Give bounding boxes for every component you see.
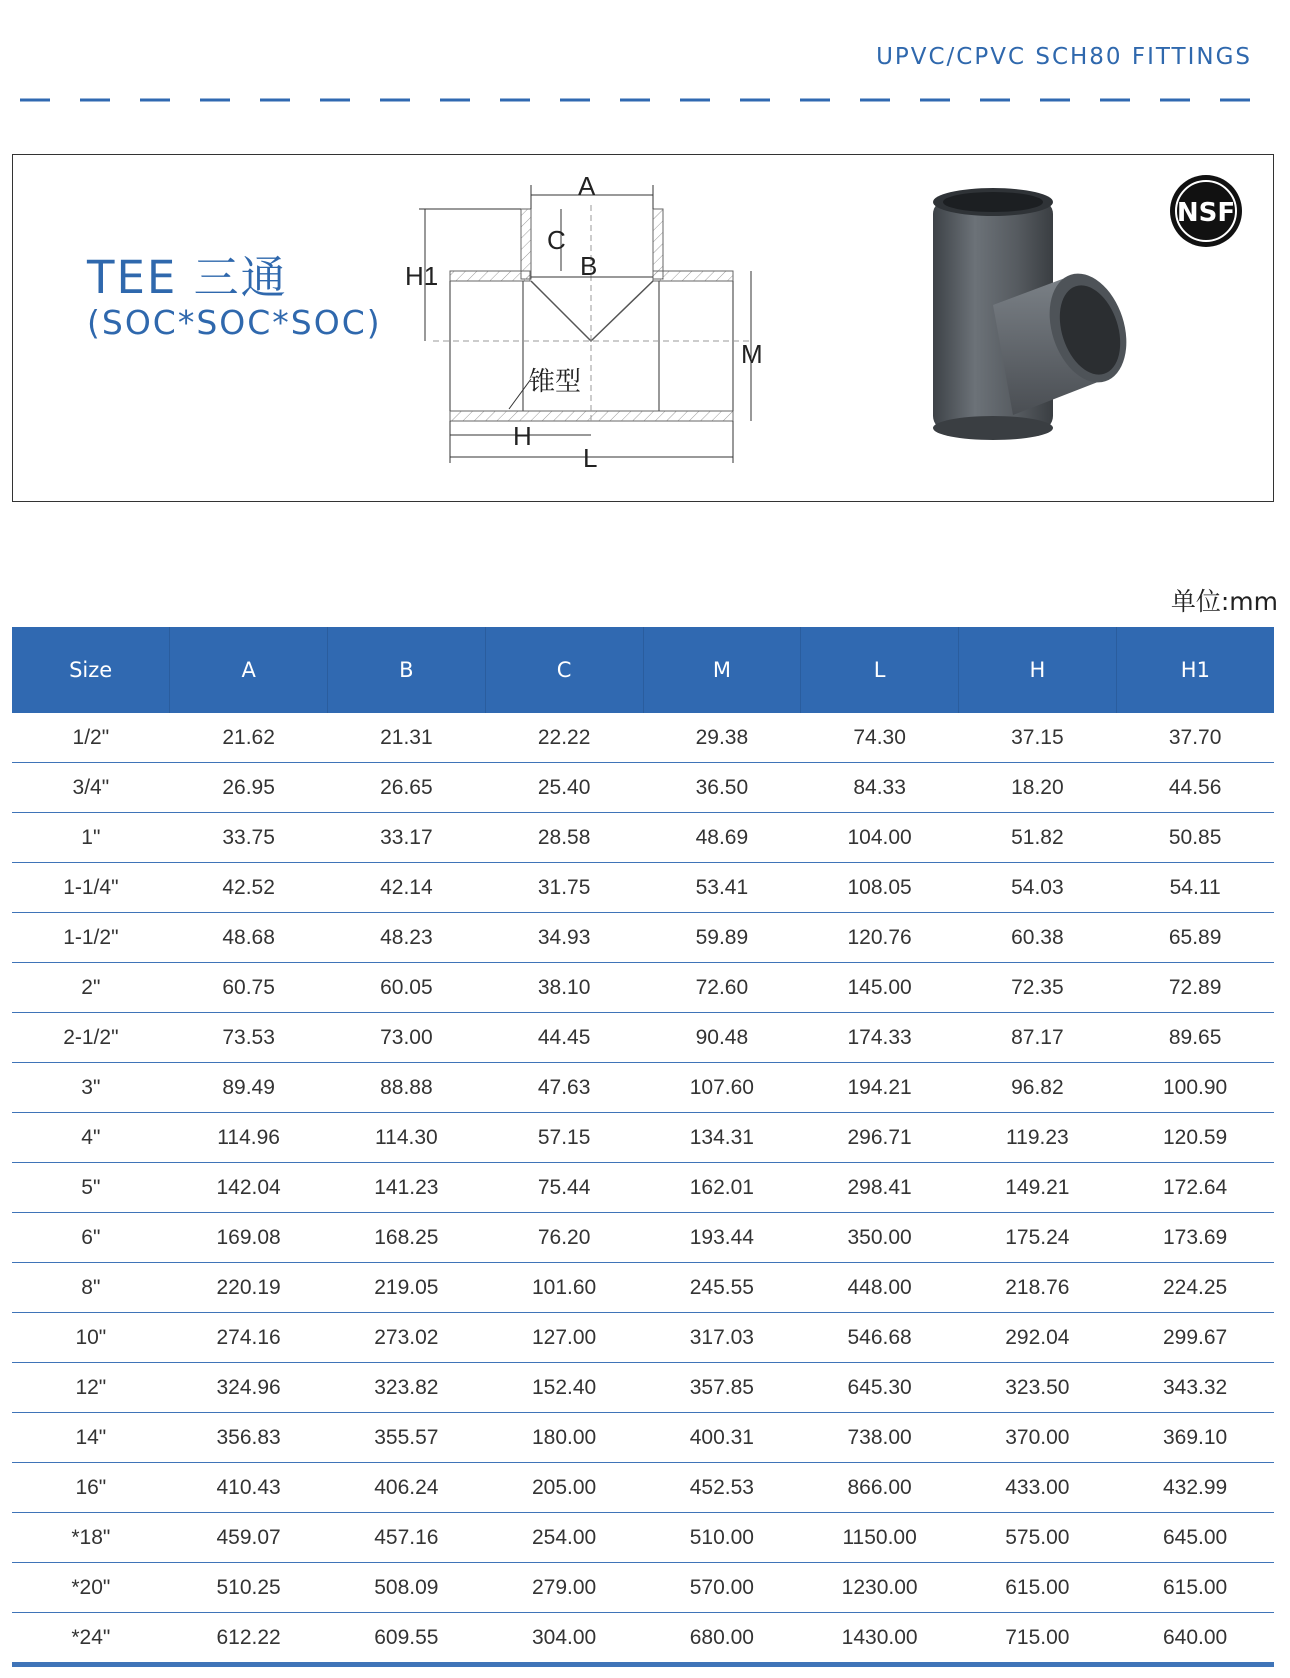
dimension-table bbox=[12, 627, 1274, 1667]
table-cell-h1: 65.89 bbox=[1116, 913, 1274, 963]
table-cell-a: 73.53 bbox=[170, 1013, 328, 1063]
table-cell-m: 53.41 bbox=[643, 863, 801, 913]
table-cell-b: 355.57 bbox=[328, 1413, 486, 1463]
table-cell-c: 38.10 bbox=[485, 963, 643, 1013]
table-cell-l: 645.30 bbox=[801, 1363, 959, 1413]
table-cell-l: 120.76 bbox=[801, 913, 959, 963]
table-cell-a: 324.96 bbox=[170, 1363, 328, 1413]
table-cell-b: 609.55 bbox=[328, 1613, 486, 1665]
table-row bbox=[12, 1013, 1274, 1063]
nsf-certification-logo bbox=[1168, 173, 1244, 249]
table-cell-h: 370.00 bbox=[959, 1413, 1117, 1463]
table-cell-m: 48.69 bbox=[643, 813, 801, 863]
nsf-badge-text: NSF bbox=[1176, 198, 1236, 228]
product-subtitle: (SOC*SOC*SOC) bbox=[87, 303, 382, 342]
table-cell-size: 1" bbox=[12, 813, 170, 863]
table-cell-size: 1-1/4" bbox=[12, 863, 170, 913]
table-cell-h1: 369.10 bbox=[1116, 1413, 1274, 1463]
table-cell-m: 245.55 bbox=[643, 1263, 801, 1313]
table-cell-h1: 640.00 bbox=[1116, 1613, 1274, 1665]
table-cell-h1: 343.32 bbox=[1116, 1363, 1274, 1413]
table-cell-c: 28.58 bbox=[485, 813, 643, 863]
table-cell-a: 26.95 bbox=[170, 763, 328, 813]
table-row bbox=[12, 813, 1274, 863]
col-header-l: L bbox=[801, 627, 959, 713]
table-cell-b: 323.82 bbox=[328, 1363, 486, 1413]
table-cell-h1: 54.11 bbox=[1116, 863, 1274, 913]
table-cell-h: 18.20 bbox=[959, 763, 1117, 813]
table-cell-m: 36.50 bbox=[643, 763, 801, 813]
table-cell-h: 715.00 bbox=[959, 1613, 1117, 1665]
col-header-c: C bbox=[485, 627, 643, 713]
table-cell-m: 317.03 bbox=[643, 1313, 801, 1363]
table-cell-h1: 299.67 bbox=[1116, 1313, 1274, 1363]
table-cell-size: 6" bbox=[12, 1213, 170, 1263]
table-cell-h: 119.23 bbox=[959, 1113, 1117, 1163]
table-cell-a: 274.16 bbox=[170, 1313, 328, 1363]
table-row bbox=[12, 1213, 1274, 1263]
table-cell-a: 142.04 bbox=[170, 1163, 328, 1213]
table-cell-c: 57.15 bbox=[485, 1113, 643, 1163]
dashed-divider bbox=[20, 98, 1268, 102]
table-cell-m: 72.60 bbox=[643, 963, 801, 1013]
table-cell-a: 89.49 bbox=[170, 1063, 328, 1113]
col-header-size: Size bbox=[12, 627, 170, 713]
dim-label-m: M bbox=[741, 339, 763, 369]
table-cell-size: 5" bbox=[12, 1163, 170, 1213]
table-cell-m: 29.38 bbox=[643, 713, 801, 763]
dim-label-b: B bbox=[580, 251, 598, 281]
table-cell-size: 2" bbox=[12, 963, 170, 1013]
table-cell-m: 193.44 bbox=[643, 1213, 801, 1263]
table-cell-h1: 50.85 bbox=[1116, 813, 1274, 863]
table-cell-a: 410.43 bbox=[170, 1463, 328, 1513]
table-cell-m: 452.53 bbox=[643, 1463, 801, 1513]
table-cell-l: 546.68 bbox=[801, 1313, 959, 1363]
table-cell-h: 433.00 bbox=[959, 1463, 1117, 1513]
table-cell-h1: 37.70 bbox=[1116, 713, 1274, 763]
table-cell-h1: 432.99 bbox=[1116, 1463, 1274, 1513]
table-cell-b: 219.05 bbox=[328, 1263, 486, 1313]
table-cell-c: 34.93 bbox=[485, 913, 643, 963]
table-cell-size: 1/2" bbox=[12, 713, 170, 763]
table-cell-b: 26.65 bbox=[328, 763, 486, 813]
table-cell-l: 1230.00 bbox=[801, 1563, 959, 1613]
table-cell-h: 72.35 bbox=[959, 963, 1117, 1013]
table-row bbox=[12, 963, 1274, 1013]
table-cell-h: 37.15 bbox=[959, 713, 1117, 763]
table-cell-h1: 100.90 bbox=[1116, 1063, 1274, 1113]
table-cell-l: 350.00 bbox=[801, 1213, 959, 1263]
table-cell-size: 16" bbox=[12, 1463, 170, 1513]
table-cell-b: 42.14 bbox=[328, 863, 486, 913]
table-cell-a: 33.75 bbox=[170, 813, 328, 863]
table-cell-c: 22.22 bbox=[485, 713, 643, 763]
table-row bbox=[12, 713, 1274, 763]
table-cell-a: 21.62 bbox=[170, 713, 328, 763]
table-cell-size: 14" bbox=[12, 1413, 170, 1463]
table-cell-a: 60.75 bbox=[170, 963, 328, 1013]
table-cell-c: 44.45 bbox=[485, 1013, 643, 1063]
table-cell-h: 96.82 bbox=[959, 1063, 1117, 1113]
table-row bbox=[12, 1613, 1274, 1665]
table-cell-b: 508.09 bbox=[328, 1563, 486, 1613]
table-cell-l: 866.00 bbox=[801, 1463, 959, 1513]
product-spec-box bbox=[12, 154, 1274, 502]
table-cell-h: 292.04 bbox=[959, 1313, 1117, 1363]
table-row bbox=[12, 1563, 1274, 1613]
table-row bbox=[12, 1463, 1274, 1513]
table-cell-l: 296.71 bbox=[801, 1113, 959, 1163]
table-cell-h: 615.00 bbox=[959, 1563, 1117, 1613]
table-cell-size: 10" bbox=[12, 1313, 170, 1363]
col-header-h1: H1 bbox=[1116, 627, 1274, 713]
table-cell-a: 356.83 bbox=[170, 1413, 328, 1463]
table-cell-l: 108.05 bbox=[801, 863, 959, 913]
table-cell-b: 114.30 bbox=[328, 1113, 486, 1163]
unit-label: 单位:mm bbox=[1170, 587, 1278, 616]
table-cell-size: 3" bbox=[12, 1063, 170, 1113]
col-header-a: A bbox=[170, 627, 328, 713]
table-cell-h: 60.38 bbox=[959, 913, 1117, 963]
table-row bbox=[12, 913, 1274, 963]
table-row bbox=[12, 863, 1274, 913]
table-cell-b: 60.05 bbox=[328, 963, 486, 1013]
table-cell-l: 448.00 bbox=[801, 1263, 959, 1313]
table-cell-a: 114.96 bbox=[170, 1113, 328, 1163]
table-cell-m: 107.60 bbox=[643, 1063, 801, 1113]
taper-label: 锥型 bbox=[529, 367, 582, 397]
table-cell-a: 612.22 bbox=[170, 1613, 328, 1665]
table-cell-m: 510.00 bbox=[643, 1513, 801, 1563]
col-header-h: H bbox=[959, 627, 1117, 713]
table-cell-size: 1-1/2" bbox=[12, 913, 170, 963]
table-cell-m: 90.48 bbox=[643, 1013, 801, 1063]
table-cell-m: 400.31 bbox=[643, 1413, 801, 1463]
dim-label-h1: H1 bbox=[405, 261, 439, 291]
table-cell-m: 59.89 bbox=[643, 913, 801, 963]
table-cell-h: 323.50 bbox=[959, 1363, 1117, 1413]
col-header-m: M bbox=[643, 627, 801, 713]
table-cell-size: *24" bbox=[12, 1613, 170, 1665]
table-row bbox=[12, 1513, 1274, 1563]
col-header-b: B bbox=[328, 627, 486, 713]
dim-label-h: H bbox=[513, 421, 532, 451]
table-cell-l: 104.00 bbox=[801, 813, 959, 863]
table-cell-m: 570.00 bbox=[643, 1563, 801, 1613]
table-cell-c: 47.63 bbox=[485, 1063, 643, 1113]
product-name: TEE 三通 bbox=[87, 251, 288, 304]
table-cell-h1: 172.64 bbox=[1116, 1163, 1274, 1213]
table-header-row bbox=[12, 627, 1274, 713]
dim-label-c: C bbox=[547, 225, 566, 255]
table-cell-size: 3/4" bbox=[12, 763, 170, 813]
table-cell-m: 680.00 bbox=[643, 1613, 801, 1665]
table-row bbox=[12, 763, 1274, 813]
table-cell-b: 406.24 bbox=[328, 1463, 486, 1513]
table-row bbox=[12, 1313, 1274, 1363]
table-cell-size: *18" bbox=[12, 1513, 170, 1563]
table-cell-h1: 44.56 bbox=[1116, 763, 1274, 813]
table-cell-h: 149.21 bbox=[959, 1163, 1117, 1213]
table-cell-a: 42.52 bbox=[170, 863, 328, 913]
table-cell-a: 48.68 bbox=[170, 913, 328, 963]
table-cell-b: 273.02 bbox=[328, 1313, 486, 1363]
table-cell-m: 134.31 bbox=[643, 1113, 801, 1163]
table-cell-l: 738.00 bbox=[801, 1413, 959, 1463]
table-cell-c: 25.40 bbox=[485, 763, 643, 813]
table-cell-b: 73.00 bbox=[328, 1013, 486, 1063]
table-cell-a: 459.07 bbox=[170, 1513, 328, 1563]
table-cell-l: 194.21 bbox=[801, 1063, 959, 1113]
table-cell-b: 457.16 bbox=[328, 1513, 486, 1563]
table-cell-b: 141.23 bbox=[328, 1163, 486, 1213]
tee-product-photo bbox=[903, 180, 1143, 450]
table-cell-b: 88.88 bbox=[328, 1063, 486, 1113]
table-cell-l: 174.33 bbox=[801, 1013, 959, 1063]
dim-label-a: A bbox=[578, 171, 596, 201]
table-cell-c: 254.00 bbox=[485, 1513, 643, 1563]
table-row bbox=[12, 1413, 1274, 1463]
table-row bbox=[12, 1163, 1274, 1213]
table-cell-l: 84.33 bbox=[801, 763, 959, 813]
table-cell-c: 31.75 bbox=[485, 863, 643, 913]
table-cell-b: 168.25 bbox=[328, 1213, 486, 1263]
table-cell-h1: 120.59 bbox=[1116, 1113, 1274, 1163]
dim-label-l: L bbox=[583, 443, 598, 473]
table-cell-c: 279.00 bbox=[485, 1563, 643, 1613]
table-cell-m: 162.01 bbox=[643, 1163, 801, 1213]
table-cell-c: 304.00 bbox=[485, 1613, 643, 1665]
page-header-title: UPVC/CPVC SCH80 FITTINGS bbox=[876, 44, 1252, 70]
table-cell-c: 127.00 bbox=[485, 1313, 643, 1363]
table-cell-a: 169.08 bbox=[170, 1213, 328, 1263]
table-cell-l: 74.30 bbox=[801, 713, 959, 763]
tee-technical-drawing bbox=[405, 165, 833, 485]
table-row bbox=[12, 1263, 1274, 1313]
table-row bbox=[12, 1113, 1274, 1163]
table-cell-h: 218.76 bbox=[959, 1263, 1117, 1313]
table-cell-size: 12" bbox=[12, 1363, 170, 1413]
table-cell-m: 357.85 bbox=[643, 1363, 801, 1413]
table-cell-size: *20" bbox=[12, 1563, 170, 1613]
table-cell-c: 75.44 bbox=[485, 1163, 643, 1213]
table-cell-l: 1150.00 bbox=[801, 1513, 959, 1563]
table-cell-h: 87.17 bbox=[959, 1013, 1117, 1063]
table-cell-b: 21.31 bbox=[328, 713, 486, 763]
table-cell-h1: 615.00 bbox=[1116, 1563, 1274, 1613]
table-cell-a: 220.19 bbox=[170, 1263, 328, 1313]
table-cell-h1: 89.65 bbox=[1116, 1013, 1274, 1063]
table-cell-b: 33.17 bbox=[328, 813, 486, 863]
table-cell-l: 1430.00 bbox=[801, 1613, 959, 1665]
table-cell-l: 298.41 bbox=[801, 1163, 959, 1213]
table-cell-c: 76.20 bbox=[485, 1213, 643, 1263]
table-cell-c: 101.60 bbox=[485, 1263, 643, 1313]
table-cell-l: 145.00 bbox=[801, 963, 959, 1013]
table-cell-size: 8" bbox=[12, 1263, 170, 1313]
table-cell-h1: 224.25 bbox=[1116, 1263, 1274, 1313]
table-cell-h: 51.82 bbox=[959, 813, 1117, 863]
table-cell-h1: 645.00 bbox=[1116, 1513, 1274, 1563]
table-cell-h: 175.24 bbox=[959, 1213, 1117, 1263]
table-row bbox=[12, 1363, 1274, 1413]
table-cell-size: 4" bbox=[12, 1113, 170, 1163]
table-cell-h: 54.03 bbox=[959, 863, 1117, 913]
table-cell-c: 180.00 bbox=[485, 1413, 643, 1463]
table-row bbox=[12, 1063, 1274, 1113]
table-cell-c: 205.00 bbox=[485, 1463, 643, 1513]
table-cell-size: 2-1/2" bbox=[12, 1013, 170, 1063]
table-cell-b: 48.23 bbox=[328, 913, 486, 963]
table-cell-h1: 173.69 bbox=[1116, 1213, 1274, 1263]
table-cell-h: 575.00 bbox=[959, 1513, 1117, 1563]
table-cell-c: 152.40 bbox=[485, 1363, 643, 1413]
table-cell-h1: 72.89 bbox=[1116, 963, 1274, 1013]
table-cell-a: 510.25 bbox=[170, 1563, 328, 1613]
